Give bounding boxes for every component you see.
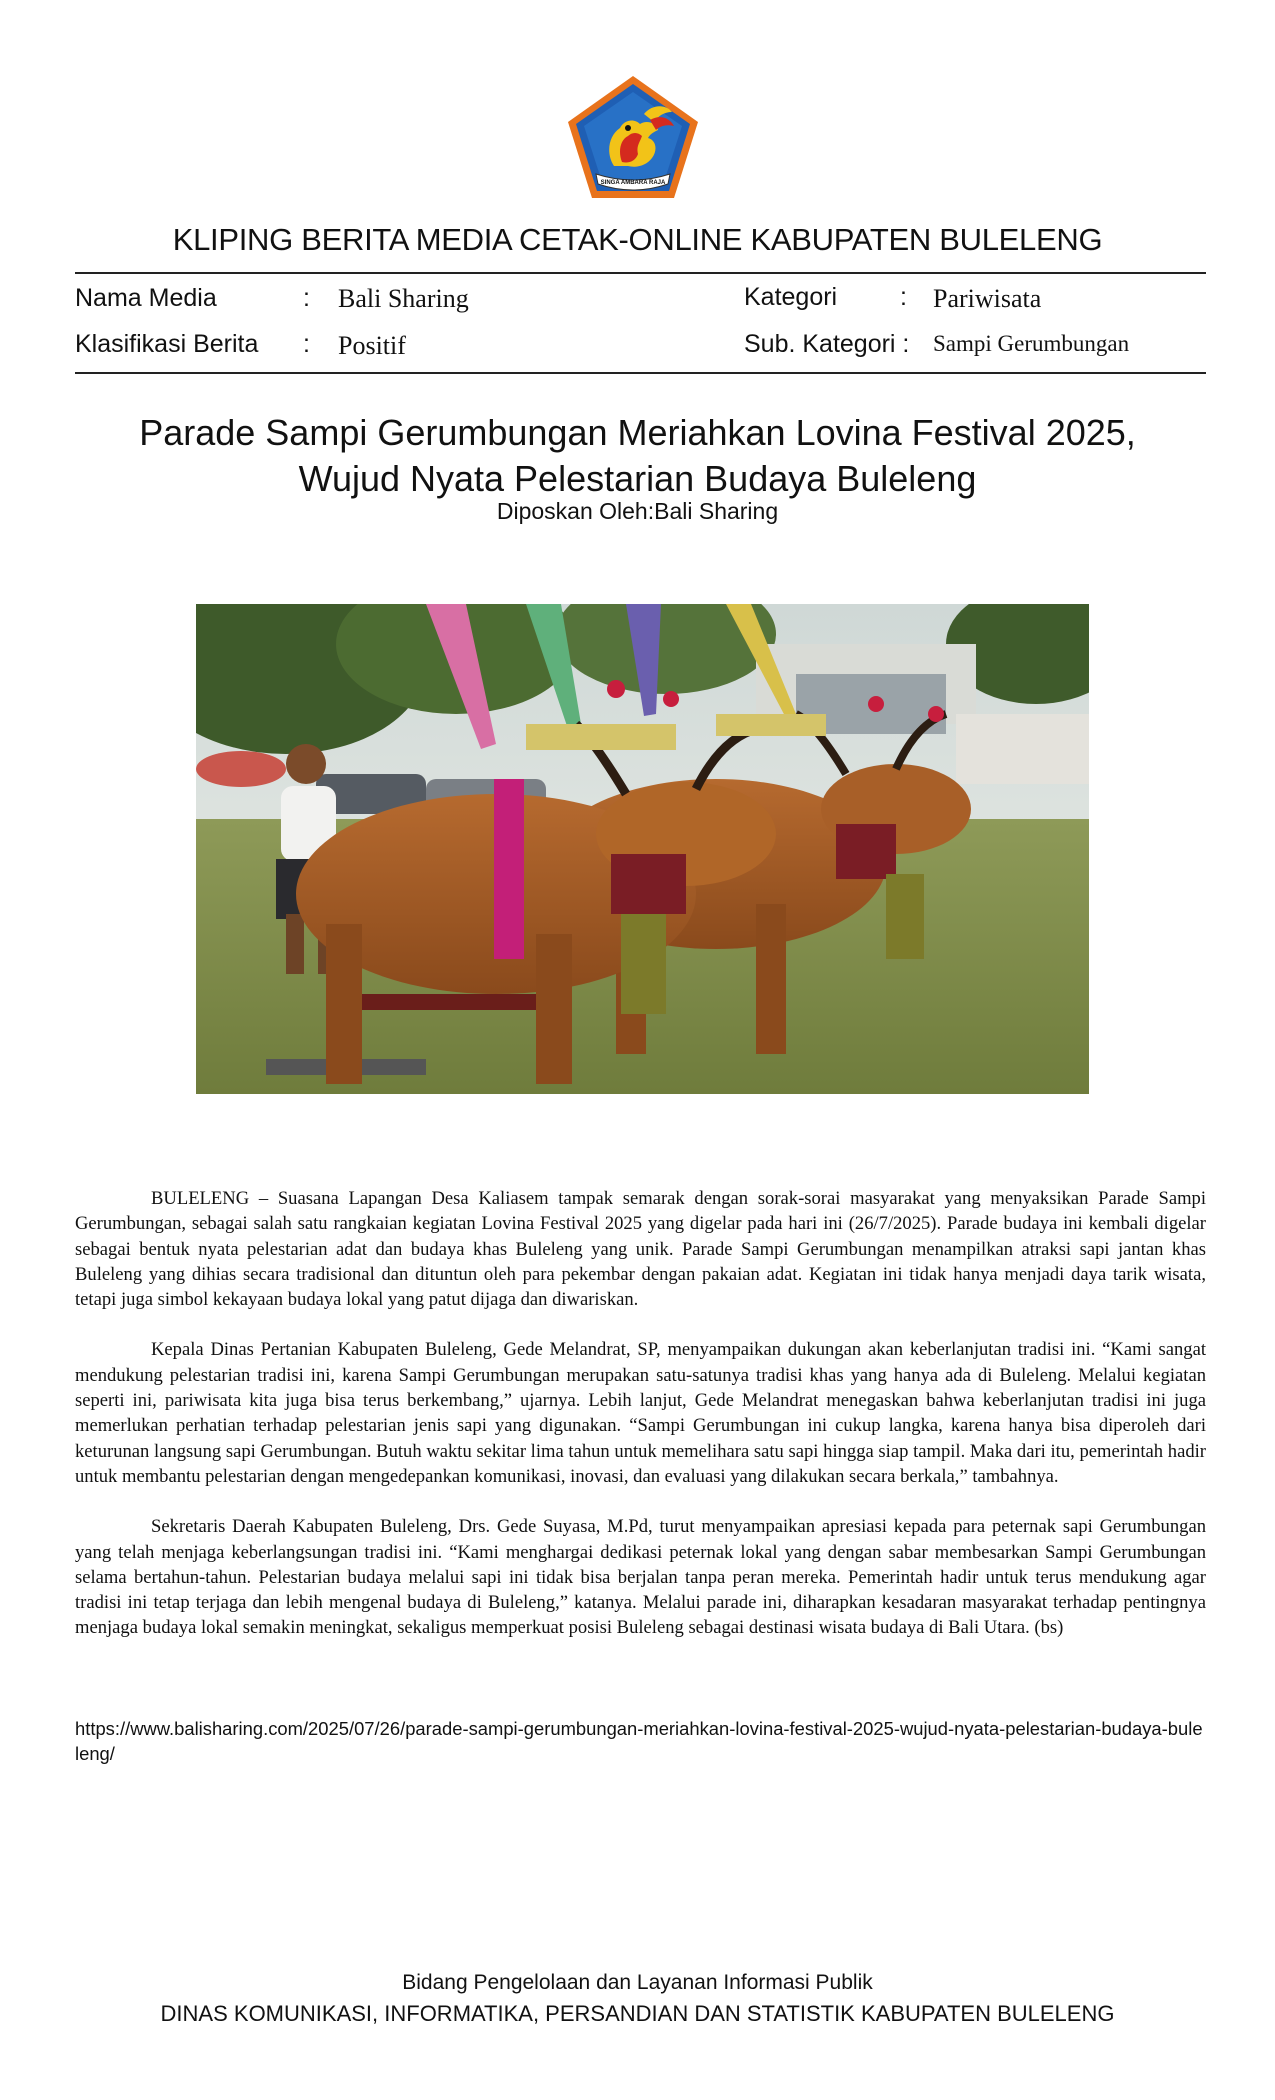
subcategory-label: Sub. Kategori : bbox=[744, 330, 910, 358]
subcategory-value: Sampi Gerumbungan bbox=[933, 331, 1130, 356]
category-label: Kategori bbox=[744, 283, 838, 311]
header-divider-bottom bbox=[75, 372, 1206, 374]
classification-colon: : bbox=[303, 330, 310, 358]
svg-text:SINGA AMBARA RAJA: SINGA AMBARA RAJA bbox=[600, 180, 666, 186]
classification-value: Positif bbox=[338, 331, 406, 360]
header-divider-top bbox=[75, 272, 1206, 274]
clipping-header-title: KLIPING BERITA MEDIA CETAK-ONLINE KABUPATEN BULELENG bbox=[172, 222, 1103, 257]
article-title-line-1: Parade Sampi Gerumbungan Meriahkan Lovina Festival 2025, bbox=[139, 412, 1136, 453]
article-title bbox=[0, 410, 1275, 502]
article-title-line-2: Wujud Nyata Pelestarian Budaya Buleleng bbox=[298, 458, 977, 499]
article-paragraph-1: BULELENG – Suasana Lapangan Desa Kaliasem tampak semarak dengan sorak-sorai masyarakat yang menyaksikan Parade Sampi Gerumbungan, sebagai salah satu rangkaian kegiatan Lovina Festival 2025 yang digelar pada hari ini (26/7/2025). Parade budaya ini kembali digelar sebagai bentuk nyata pelestarian adat dan budaya khas Buleleng yang unik. Parade Sampi Gerumbungan menampilkan atraksi sapi jantan khas Buleleng yang dihias secara tradisional dan dituntun oleh para pekembar dengan pakaian adat. Kegiatan ini tidak hanya menjadi daya tarik wisata, tetapi juga simbol kekayaan budaya lokal yang patut dijaga dan diwariskan. bbox=[75, 1188, 1206, 1311]
article-body bbox=[75, 1186, 1206, 1666]
footer-agency: DINAS KOMUNIKASI, INFORMATIKA, PERSANDIAN DAN STATISTIK KABUPATEN BULELENG bbox=[160, 2001, 1115, 2026]
media-name-label: Nama Media bbox=[75, 284, 217, 312]
media-name-colon: : bbox=[303, 284, 310, 312]
source-url-link[interactable]: https://www.balisharing.com/2025/07/26/parade-sampi-gerumbungan-meriahkan-lovina-festival-2025-wujud-nyata-pelestarian-budaya-buleleng/ bbox=[75, 1718, 1203, 1764]
article-photo bbox=[196, 604, 1089, 1094]
article-paragraph-2: Kepala Dinas Pertanian Kabupaten Buleleng, Gede Melandrat, SP, menyampaikan dukungan akan keberlanjutan tradisi ini. “Kami sangat mendukung pelestarian tradisi ini, karena Sampi Gerumbungan merupakan satu-satunya tradisi khas yang hanya ada di Buleleng. Melalui kegiatan seperti ini, pariwisata kita juga bisa terus berkembang,” ujarnya. Lebih lanjut, Gede Melandrat menegaskan bahwa keberlanjutan tradisi ini juga memerlukan perhatian terhadap pelestarian jenis sapi yang digunakan. “Sampi Gerumbungan ini cukup langka, karena hanya bisa diperoleh dari keturunan langsung sapi Gerumbungan. Butuh waktu sekitar lima tahun untuk memelihara satu sapi hingga siap tampil. Maka dari itu, pemerintah hadir untuk membantu pelestarian dengan mengedepankan komunikasi, inovasi, dan evaluasi yang dilakukan secara berkala,” tambahnya. bbox=[75, 1339, 1206, 1487]
regency-logo bbox=[566, 74, 700, 201]
category-value: Pariwisata bbox=[933, 284, 1042, 313]
parade-bulls-image bbox=[196, 604, 1089, 1094]
footer-department: Bidang Pengelolaan dan Layanan Informasi Publik bbox=[402, 1971, 873, 1994]
media-name-value: Bali Sharing bbox=[338, 284, 469, 313]
article-byline: Diposkan Oleh:Bali Sharing bbox=[496, 498, 779, 524]
category-colon: : bbox=[900, 283, 907, 311]
article-paragraph-3: Sekretaris Daerah Kabupaten Buleleng, Drs. Gede Suyasa, M.Pd, turut menyampaikan apresiasi kepada para peternak sapi Gerumbungan yang telah menjaga keberlangsungan tradisi ini. “Kami menghargai dedikasi peternak lokal yang dengan sabar membesarkan Sampi Gerumbungan selama bertahun-tahun. Pelestarian budaya melalui sapi ini tidak bisa berjalan tanpa peran mereka. Pemerintah hadir untuk terus mendukung agar tradisi ini tetap terjaga dan lebih mengenal budaya di Buleleng,” katanya. Melalui parade ini, diharapkan kesadaran masyarakat terhadap pentingnya menjaga budaya lokal semakin meningkat, sekaligus memperkuat posisi Buleleng sebagai destinasi wisata budaya di Bali Utara. (bs) bbox=[75, 1516, 1206, 1639]
classification-label: Klasifikasi Berita bbox=[75, 330, 259, 358]
regency-crest-icon bbox=[566, 74, 700, 201]
